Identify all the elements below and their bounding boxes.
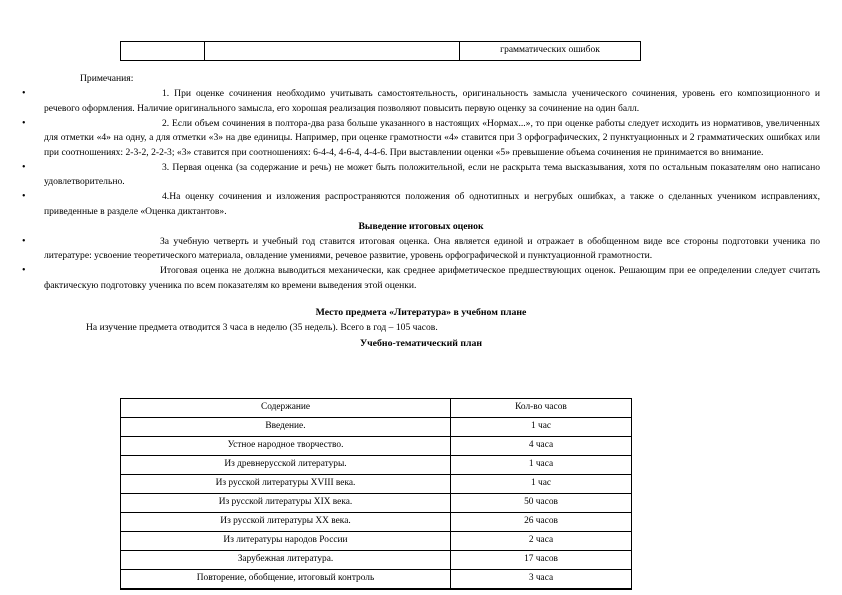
plan-row-name: Из русской литературы XIX века. bbox=[121, 494, 451, 513]
top-table-cell-empty-2 bbox=[205, 42, 460, 61]
plan-row-hours: 1 час bbox=[451, 418, 632, 437]
note-text-4: 4.На оценку сочинения и изложения распространяются положения об однотипных и негрубых ошибках, а также о сделанных учеником исправлениях, приведенные в разделе «Оценка диктантов». bbox=[44, 190, 820, 217]
final-marks-text-2: Итоговая оценка не должна выводиться механически, как среднее арифметическое предшествующих оценок. Решающим при ее определении следует считать фактическую подготовку ученика по всем показателям ко времени выведения этой оценки. bbox=[44, 265, 820, 291]
plan-row-name: Введение. bbox=[121, 418, 451, 437]
plan-row-hours: 1 час bbox=[451, 475, 632, 494]
list-item bbox=[22, 235, 820, 264]
table-row bbox=[121, 418, 632, 437]
document-body bbox=[0, 72, 842, 353]
plan-row-name: Из древнерусской литературы. bbox=[121, 456, 451, 475]
plan-row-name: Из литературы народов России bbox=[121, 532, 451, 551]
list-item bbox=[22, 190, 820, 219]
top-table-cell-empty-1 bbox=[121, 42, 205, 61]
list-item bbox=[22, 117, 820, 161]
plan-row-name: Повторение, обобщение, итоговый контроль bbox=[121, 570, 451, 590]
table-row bbox=[121, 570, 632, 590]
table-row bbox=[121, 494, 632, 513]
note-text-3: 3. Первая оценка (за содержание и речь) не может быть положительной, если не раскрыта тема высказывания, хотя по остальным показателям оно написано удовлетворительно. bbox=[44, 161, 820, 188]
plan-column-header-hours: Кол-во часов bbox=[451, 399, 632, 418]
list-item bbox=[22, 87, 820, 116]
plan-row-name: Из русской литературы XVIII века. bbox=[121, 475, 451, 494]
plan-row-name: Зарубежная литература. bbox=[121, 551, 451, 570]
plan-heading: Учебно-тематический план bbox=[359, 337, 483, 349]
plan-row-hours: 1 часа bbox=[451, 456, 632, 475]
plan-row-hours: 3 часа bbox=[451, 570, 632, 590]
table-row bbox=[121, 437, 632, 456]
plan-row-name: Устное народное творчество. bbox=[121, 437, 451, 456]
top-table-cell-grammar-errors: грамматических ошибок bbox=[460, 42, 641, 61]
plan-column-header-content: Содержание bbox=[121, 399, 451, 418]
table-row bbox=[121, 532, 632, 551]
plan-row-hours: 26 часов bbox=[451, 513, 632, 532]
table-row bbox=[121, 475, 632, 494]
plan-row-name: Из русской литературы XX века. bbox=[121, 513, 451, 532]
notes-list bbox=[22, 87, 820, 219]
plan-row-hours: 17 часов bbox=[451, 551, 632, 570]
final-marks-heading: Выведение итоговых оценок bbox=[358, 221, 484, 233]
table-row bbox=[121, 513, 632, 532]
plan-row-hours: 2 часа bbox=[451, 532, 632, 551]
list-item bbox=[22, 161, 820, 190]
table-header-row bbox=[121, 399, 632, 418]
table-row bbox=[121, 456, 632, 475]
thematic-plan-table bbox=[120, 398, 613, 590]
subject-place-text: На изучение предмета отводится 3 часа в неделю (35 недель). Всего в год – 105 часов. bbox=[86, 322, 438, 334]
plan-row-hours: 50 часов bbox=[451, 494, 632, 513]
note-text-2: 2. Если объем сочинения в полтора-два раза больше указанного в настоящих «Нормах...», то при оценке работы следует исходить из нормативов, увеличенных для отметки «4» на одну, а для отметки «3» на две единицы. Например, при оценке грамотности «4» ставится при 3 орфографических, 2 пунктуационных и 2 грамматических ошибках или при соотношениях: 2-3-2, 2-2-3; «3» ставится при соотношениях: 6-4-4, 4-6-4, 4-4-6. При выставлении оценки «5» превышение объема сочинения не принимается во внимание. bbox=[44, 117, 820, 158]
table-row bbox=[121, 551, 632, 570]
table-row bbox=[121, 42, 641, 61]
list-item bbox=[22, 264, 820, 293]
subject-place-heading: Место предмета «Литература» в учебном плане bbox=[315, 307, 527, 319]
final-marks-list bbox=[22, 235, 820, 294]
plan-row-hours: 4 часа bbox=[451, 437, 632, 456]
final-marks-text-1: За учебную четверть и учебный год ставится итоговая оценка. Она является единой и отражает в обобщенном виде все стороны подготовки ученика по литературе: усвоение теоретического материала, овладение умениями, речевое развитие, уровень орфографической и пунктуационной грамотности. bbox=[44, 235, 820, 262]
notes-label: Примечания: bbox=[80, 73, 134, 84]
grammar-errors-table bbox=[120, 41, 613, 61]
note-text-1: 1. При оценке сочинения необходимо учитывать самостоятельность, оригинальность замысла ученического сочинения, уровень его композиционного и речевого оформления. Наличие оригинального замысла, его хорошая реализация позволяют повысить первую оценку за сочинение на один балл. bbox=[44, 88, 820, 114]
